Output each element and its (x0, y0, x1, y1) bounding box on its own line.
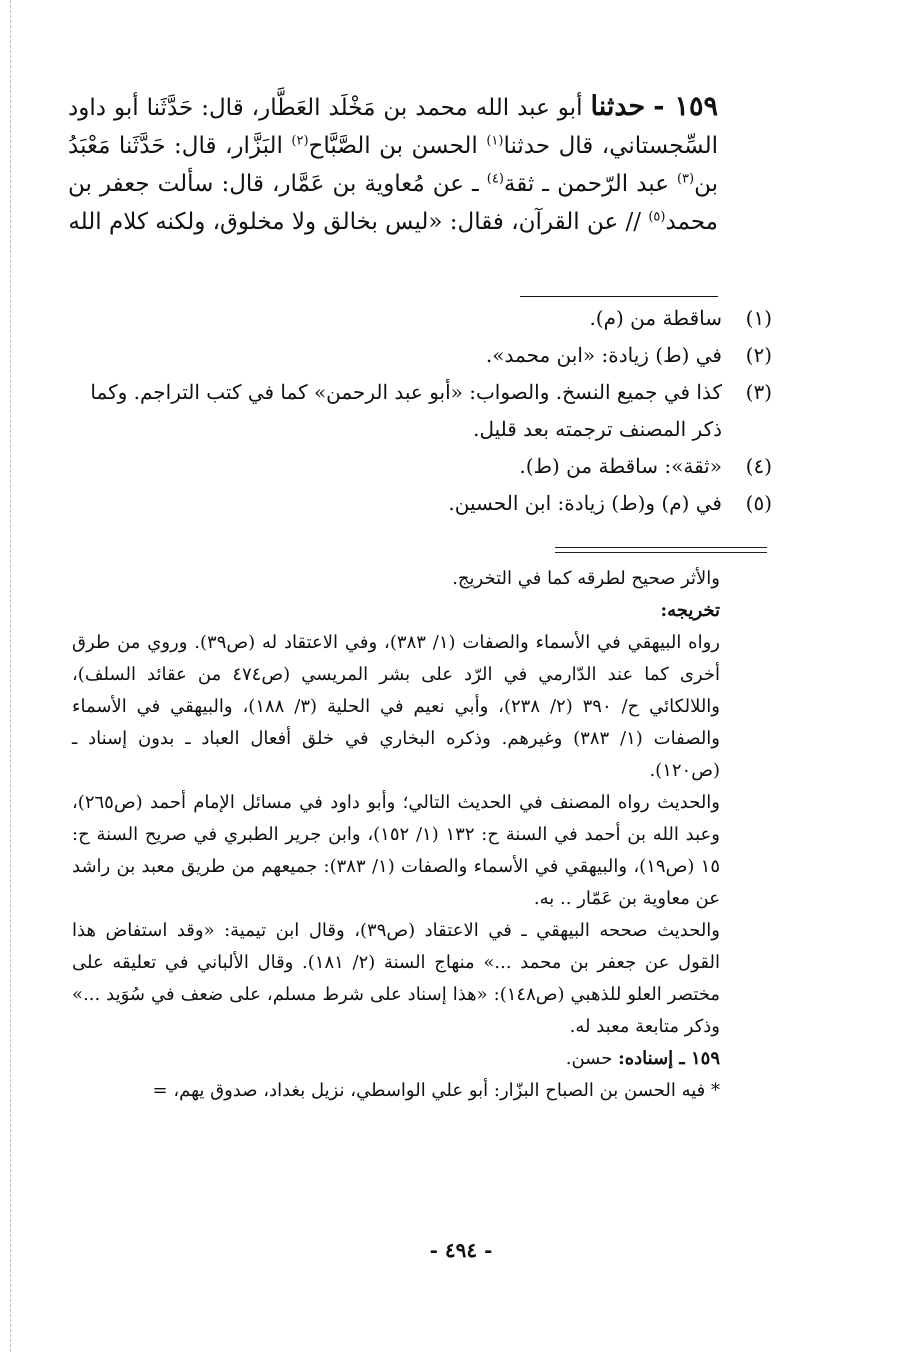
commentary-separator (555, 547, 767, 553)
page-edge-dotted-line (10, 0, 11, 1352)
hadith-text (68, 88, 718, 241)
footnote-text: «ثقة»: ساقطة من (ط). (519, 454, 722, 478)
hadith-chain-part4: عبد الرّحمن ـ ثقة (503, 171, 669, 197)
commentary-intro: والأثر صحيح لطرقه كما في التخريج. (452, 568, 720, 589)
footnotes (72, 300, 772, 522)
footnote (72, 374, 772, 448)
commentary (72, 563, 720, 1107)
footnote-number: (٣) (745, 380, 772, 404)
footnote-ref-4: (٤) (486, 171, 504, 187)
isnad-heading: ١٥٩ ـ إسناده: (618, 1048, 720, 1069)
footnote (72, 448, 772, 485)
footnote-number: (٤) (745, 454, 772, 478)
hadith-matn: // عن القرآن، فقال: «ليس بخالق ولا مخلوق، ولكنه كلام الله (68, 209, 641, 235)
hadith-chain-part5: ـ عن مُعاوية بن عَمَّار، قال: سألت جعفر بن محمد (68, 171, 718, 235)
takhrij-paragraph-1: رواه البيهقي في الأسماء والصفات (١/ ٣٨٣)، وفي الاعتقاد له (ص٣٩). وروي من طرق أخرى كما عند الدّارمي في الرّد على بشر المريسي (ص٤٧٤ من عقائد السلف)، واللالكائي ح/ ٣٩٠ (٢/ ٢٣٨)، وأبي نعيم في الحلية (٣/ ١٨٨)، والبيهقي في الأسماء والصفات (١/ ٣٨٣) وغيرهم. وذكره البخاري في خلق أفعال العباد ـ بدون إسناد ـ (ص١٢٠). (72, 632, 721, 781)
footnote-text: في (م) و(ط) زيادة: ابن الحسين. (448, 491, 722, 515)
footnote-ref-2: (٢) (291, 133, 309, 149)
footnote-number: (٢) (745, 343, 772, 367)
footnote-text: ساقطة من (م). (589, 306, 722, 330)
hadith-lead-word: حدثنا (590, 91, 646, 122)
footnote (72, 300, 772, 337)
page-number: - ٤٩٤ - (429, 1238, 493, 1262)
takhrij-heading: تخريجه: (660, 600, 720, 621)
hadith-chain-part3: البَزَّار، قال: حَدَّثَنا مَعْبَدُ بن (68, 133, 719, 197)
footnote-separator (520, 296, 718, 297)
footnote-number: (١) (745, 306, 772, 330)
isnad-line (72, 1043, 720, 1075)
footnote-ref-3: (٣) (676, 171, 695, 187)
hadith-chain-part1: أبو عبد الله محمد بن مَخْلَد العَطَّار، قال: حَدَّثَنا أبو داود السِّجستاني، قال حدثنا (68, 95, 718, 159)
footnote-text: كذا في جميع النسخ. والصواب: «أبو عبد الرحمن» كما في كتب التراجم. وكما ذكر المصنف ترجمته بعد قليل. (90, 380, 722, 441)
narrator-note: * فيه الحسن بن الصباح البزّار: أبو علي الواسطي، نزيل بغداد، صدوق يهم، = (152, 1080, 720, 1101)
hadith-chain-part2: الحسن بن الصَّبَّاح (308, 133, 478, 159)
footnote (72, 485, 772, 522)
hadith-number: ١٥٩ - (653, 91, 719, 122)
isnad-grade: حسن. (565, 1048, 613, 1069)
takhrij-paragraph-2: والحديث رواه المصنف في الحديث التالي؛ وأبو داود في مسائل الإمام أحمد (ص٢٦٥)، وعبد الله بن أحمد في السنة ح: ١٣٢ (١/ ١٥٢)، وابن جرير الطبري في صريح السنة ح: ١٥ (ص١٩)، والبيهقي في الأسماء والصفات (١/ ٣٨٣): جميعهم من طريق معبد بن راشد عن معاوية بن عَمّار .. به. (72, 792, 721, 909)
footnote (72, 337, 772, 374)
takhrij-paragraph-3: والحديث صححه البيهقي ـ في الاعتقاد (ص٣٩)، وقال ابن تيمية: «وقد استفاض هذا القول عن جعفر بن محمد ...» منهاج السنة (٢/ ١٨١). وقال الألباني في تعليقه على مختصر العلو للذهبي (ص١٤٨): «هذا إسناد على شرط مسلم، على ضعف في سُوَيد ...» وذكر متابعة معبد له. (72, 920, 720, 1037)
footnote-ref-5: (٥) (648, 209, 666, 225)
footnote-number: (٥) (745, 491, 772, 515)
footnote-text: في (ط) زيادة: «ابن محمد». (485, 343, 722, 367)
footnote-ref-1: (١) (486, 133, 504, 149)
